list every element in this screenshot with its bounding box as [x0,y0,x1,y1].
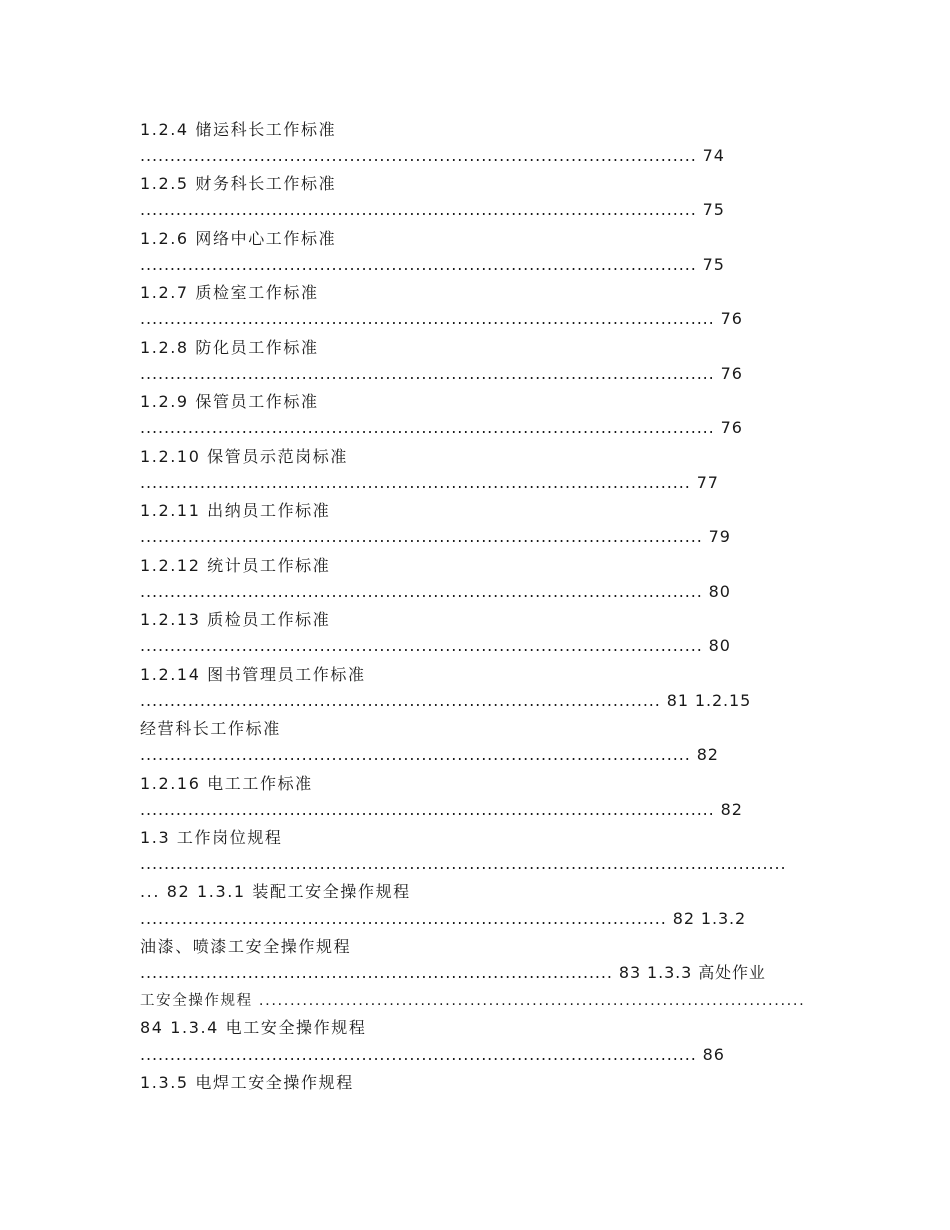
toc-entry-page: ............................................................................................. 74 [140,146,725,165]
toc-entry-page: ................................................................................................ 82 [140,800,743,819]
toc-entry-title: 1.2.7 质检室工作标准 [140,283,319,302]
toc-entry-title: 1.2.5 财务科长工作标准 [140,174,337,193]
toc-entry-title: 1.2.4 储运科长工作标准 [140,120,337,139]
toc-entry-title: 1.2.6 网络中心工作标准 [140,229,337,248]
toc-entry-page: ............................................................................................. 75 [140,200,725,219]
toc-entry-title: 1.3.5 电焊工安全操作规程 [140,1073,354,1092]
toc-entry-title: 1.2.12 统计员工作标准 [140,556,331,575]
toc-entry-title: 1.2.13 质检员工作标准 [140,610,331,629]
toc-entry-page: ............................................................................................ 77 [140,473,719,492]
toc-entry-page: .............................................................................................. 79 [140,527,731,546]
toc-entry-page: ............................................................................................. 75 [140,255,725,274]
toc-entry-title: 1.2.14 图书管理员工作标准 [140,665,366,684]
toc-entry-title: 1.2.11 出纳员工作标准 [140,501,331,520]
toc-entry-page: .............................................................................................. 80 [140,582,731,601]
toc-entry-title: 1.2.9 保管员工作标准 [140,392,319,411]
toc-entry-title: 84 1.3.4 电工安全操作规程 [140,1018,367,1037]
toc-entry-page: ................................................................................................ 76 [140,418,743,437]
toc-entry-page: ....................................................................................... 81 1.2.15 [140,691,752,710]
toc-entry-title: ... 82 1.3.1 装配工安全操作规程 [140,882,411,901]
toc-entry-page: ............................................................................................ 82 [140,745,719,764]
toc-entry-page: ................................................................................................ 76 [140,309,743,328]
toc-entry-title: 1.2.10 保管员示范岗标准 [140,447,348,466]
toc-entry-page: ........................................................................................ 82 1.3.2 [140,909,747,928]
toc-entry-page: .............................................................................................. 80 [140,636,731,655]
toc-entry-title: 1.3 工作岗位规程 [140,828,283,847]
toc-entry-page: ................................................................................................ 76 [140,364,743,383]
toc-entry-page: ............................................................................................................ [140,854,787,873]
toc-entry-title: 1.2.8 防化员工作标准 [140,338,319,357]
toc-entry-title: 油漆、喷漆工安全操作规程 [140,937,352,956]
toc-entry-title: 工安全操作规程 ........................................................................................ [140,993,806,1009]
toc-entry-title: 1.2.16 电工工作标准 [140,774,313,793]
toc-entry-title: 经营科长工作标准 [140,719,281,738]
toc-entry-page: ............................................................................................. 86 [140,1045,725,1064]
toc-entry-page: ............................................................................... 83 1.3.3 高处作业 [140,963,766,982]
